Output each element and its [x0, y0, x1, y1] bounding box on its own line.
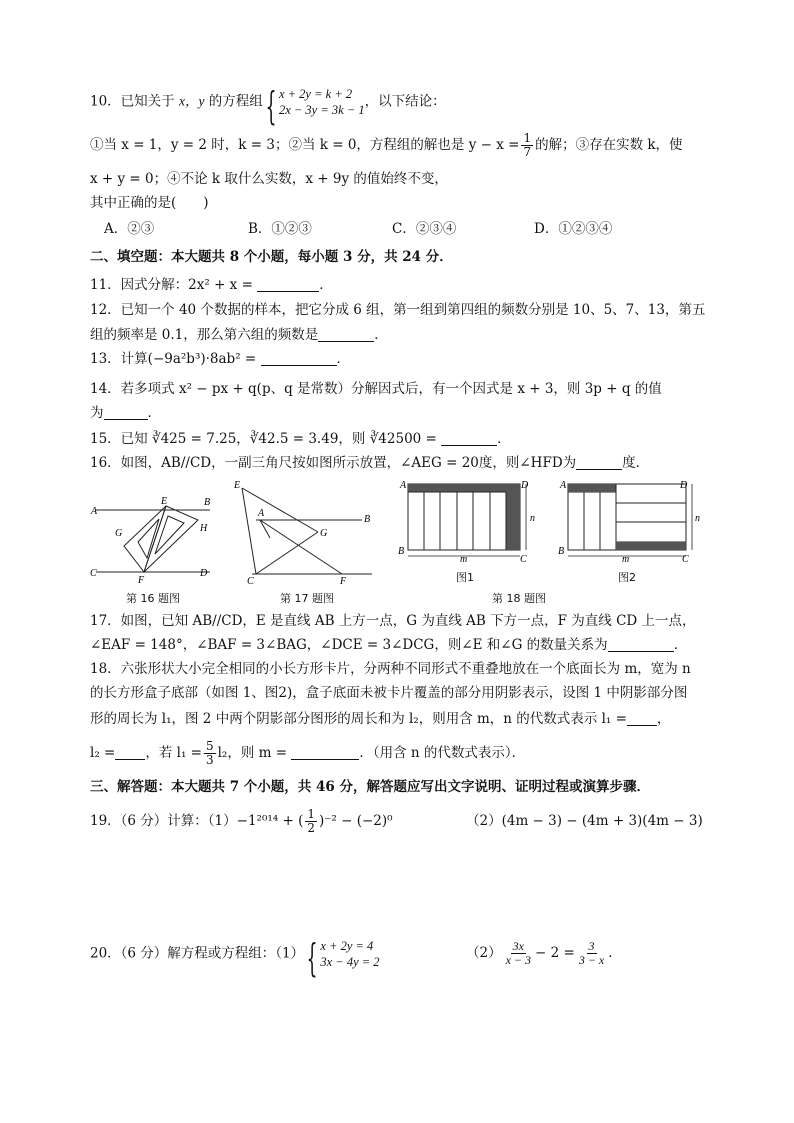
- fig18a-label-a: A: [400, 480, 407, 491]
- q14-text: 为: [90, 405, 104, 421]
- q14-answer-blank[interactable]: [104, 405, 148, 420]
- q11: 11．因式分解：2x² + x = ．: [90, 277, 333, 293]
- fig18b-label-b: B: [558, 546, 565, 557]
- fig18b-label-d: D: [680, 480, 688, 491]
- q15-text: 15．已知 ∛425 = 7.25，∛42.5 = 3.49，则 ∛42500 =: [90, 431, 437, 447]
- fig18a-shade-top: [408, 484, 520, 492]
- fig16-label-e: E: [161, 496, 168, 507]
- q12-line1: 12．已知一个 40 个数据的样本，把它分成 6 组，第一组到第四组的频数分别是 10、5、7、13，第五: [90, 302, 706, 318]
- fig18-1-caption: 图1: [456, 571, 474, 584]
- q18-line3-text: 形的周长为 l₁，图 2 中两个阴影部分图形的周长和为 l₂，则用含 m，n 的代数式表示 l₁ =: [90, 711, 627, 727]
- q10-option-b: B．①②③: [248, 221, 312, 237]
- q20-brace: {: [306, 935, 318, 980]
- fig16-label-b: B: [204, 497, 211, 508]
- fig16-caption: 第 16 题图: [126, 592, 180, 605]
- q10-lead2: 的方程组: [208, 93, 263, 110]
- fig17-label-e: E: [234, 480, 241, 491]
- fig18b-label-a: A: [560, 480, 567, 491]
- fig16-label-a: A: [91, 506, 98, 517]
- q15-answer-blank[interactable]: [441, 431, 497, 446]
- q16-text: 16．如图，AB//CD，一副三角尺按如图所示放置，∠AEG = 20度，则∠HFD为: [90, 455, 577, 471]
- q16-answer-blank[interactable]: [576, 455, 622, 470]
- q17-line2: ∠EAF = 148°，∠BAF = 3∠BAG，∠DCE = 3∠DCG，则∠E 和∠G 的数量关系为 ．: [90, 637, 688, 653]
- fig18-2-caption: 图2: [618, 571, 636, 584]
- fig17-label-b: B: [364, 514, 371, 525]
- q20-f2-den: 3 − x: [578, 953, 605, 967]
- q10-vars: x，y: [178, 93, 205, 109]
- fig18b-label-c: C: [682, 554, 689, 565]
- q18-frac-num: 5: [205, 739, 214, 753]
- q20-eq2: 3x − 4y = 2: [320, 955, 380, 969]
- q19-mid: )⁻² − (−2)⁰: [319, 813, 393, 829]
- q12-line2: 组的频率是 0.1，那么第六组的频数是 ．: [90, 327, 388, 343]
- fig16-label-g: G: [115, 528, 123, 539]
- fig16-label-d: D: [200, 568, 208, 579]
- fig18b-shade-right: [616, 542, 686, 550]
- q12-text: 组的频率是 0.1，那么第六组的频数是: [90, 327, 319, 343]
- fig18a-label-n: n: [530, 513, 535, 524]
- q10-brace: {: [265, 83, 277, 128]
- q17-answer-blank[interactable]: [608, 637, 674, 652]
- q19-part2: （2）(4m − 3) − (4m + 3)(4m − 3): [466, 813, 703, 829]
- q10-eq1: x + 2y = k + 2: [278, 87, 353, 101]
- q17-line1: 17．如图，已知 AB//CD，E 是直线 AB 上方一点，G 为直线 AB 下方一点，F 为直线 CD 上一点，: [90, 613, 696, 629]
- q20-fraction-1: [504, 940, 533, 967]
- q18-frac-den: 3: [205, 753, 214, 767]
- q13: 13．计算(−9a²b³)·8ab² = ．: [90, 351, 351, 367]
- fig18a-label-d: D: [521, 480, 529, 491]
- q10-option-a: A．②③: [104, 221, 155, 237]
- q10-option-c: C．②③④: [392, 221, 457, 237]
- q10-line1: [90, 83, 446, 128]
- q13-text: 13．计算(−9a²b³)·8ab² =: [90, 351, 257, 367]
- q13-answer-blank[interactable]: [261, 351, 337, 366]
- q18-l2-blank[interactable]: [115, 745, 145, 760]
- fig17-caption: 第 17 题图: [280, 592, 334, 605]
- q20-f1-num: 3x: [512, 939, 524, 953]
- fig18b-left-cards: [568, 492, 616, 550]
- fig16-triangle-2: [144, 506, 198, 572]
- section3-heading: 三、解答题：本大题共 7 个小题，共 46 分，解答题应写出文字说明、证明过程或演算步骤．: [90, 779, 650, 795]
- fig16-label-f: F: [138, 575, 145, 586]
- fig18a-label-m: m: [460, 554, 468, 565]
- q10-line2-a: ①当 x = 1，y = 2 时，k = 3；②当 k = 0，方程组的解也是 y − x =: [90, 137, 520, 153]
- q14-line1: 14．若多项式 x² − px + q(p、q 是常数）分解因式后，有一个因式是 x + 3，则 3p + q 的值: [90, 381, 662, 397]
- q20-f2-num: 3: [588, 939, 595, 953]
- q10-line4: 其中正确的是( ): [90, 195, 209, 211]
- q16: [90, 454, 649, 472]
- fig16-triangle-2-inner: [155, 516, 184, 554]
- q20-fraction-2: [577, 940, 606, 967]
- q20-end: ．: [608, 945, 622, 961]
- q10-system: [279, 86, 365, 118]
- q10-line3: x + y = 0；④不论 k 取什么实数，x + 9y 的值始终不变，: [90, 171, 448, 187]
- q11-text: 11．因式分解：2x² + x =: [90, 277, 253, 293]
- figure-16: [88, 476, 223, 588]
- fig18a-shade-right: [506, 484, 520, 550]
- q10-tail: ，以下结论：: [364, 93, 446, 110]
- q20-minus: − 2 =: [535, 945, 575, 961]
- q20-lead: 20．（6 分）解方程或方程组：（1）: [90, 945, 305, 962]
- q10-frac-num: 1: [523, 131, 532, 145]
- q18-l1-blank[interactable]: [627, 711, 657, 726]
- q10-fraction: [521, 132, 533, 159]
- section2-heading: 二、填空题：本大题共 8 个小题，每小题 3 分，共 24 分．: [90, 249, 453, 265]
- fig18-caption: 第 18 题图: [492, 592, 546, 605]
- fig16-label-h: H: [200, 523, 208, 534]
- q14-line2: 为 ．: [90, 405, 161, 421]
- q18-cond-text: ，若 l₁ =: [145, 745, 202, 761]
- q18-line1: 18．六张形状大小完全相同的小长方形卡片，分两种不同形式不重叠地放在一个底面长为 m，宽为 n: [90, 661, 691, 677]
- fig18b-label-m: m: [622, 554, 630, 565]
- q10-lead: 10．已知关于: [90, 93, 175, 110]
- q18-line4: [90, 740, 525, 767]
- q15: 15．已知 ∛425 = 7.25，∛42.5 = 3.49，则 ∛42500 = ．: [90, 431, 511, 447]
- fig17-label-g: G: [320, 528, 328, 539]
- figure-17: [230, 476, 380, 588]
- q19-fraction: [305, 808, 317, 835]
- q18-l2-label: l₂ =: [90, 745, 116, 761]
- q18-m-blank[interactable]: [291, 745, 359, 760]
- fig17-seg-ec: [242, 488, 256, 574]
- q20-system: [320, 938, 379, 970]
- q20-part1: [90, 935, 380, 980]
- q18-fraction: [204, 740, 216, 767]
- q11-answer-blank[interactable]: [257, 277, 319, 292]
- fig17-label-f: F: [340, 576, 347, 587]
- fig18b-right-cards: [616, 484, 686, 542]
- q18-line2: 的长方形盒子底部（如图 1、图2)，盒子底面未被卡片覆盖的部分用阴影表示，设图 1 中阴影部分图: [90, 685, 688, 701]
- q10-option-d: D．①②③④: [534, 221, 613, 237]
- q17-text: ∠EAF = 148°，∠BAF = 3∠BAG，∠DCE = 3∠DCG，则∠E 和∠G 的数量关系为: [90, 637, 608, 653]
- fig18a-label-b: B: [398, 546, 405, 557]
- q18-line3: 形的周长为 l₁，图 2 中两个阴影部分图形的周长和为 l₂，则用含 m，n 的代数式表示 l₁ = ，: [90, 711, 671, 727]
- q18-tail: ．（用含 n 的代数式表示）．: [359, 745, 526, 761]
- q19-frac-num: 1: [307, 807, 315, 821]
- q20-part2-lead: （2）: [466, 945, 502, 961]
- fig17-seg-af: [260, 520, 342, 574]
- q10-eq2: 2x − 3y = 3k − 1: [278, 103, 365, 117]
- fig16-label-c: C: [90, 568, 97, 579]
- q16-unit: 度．: [622, 455, 650, 471]
- fig18b-shade-left: [568, 484, 616, 492]
- q18-m-label: l₂，则 m =: [217, 745, 288, 761]
- fig17-label-c: C: [247, 576, 254, 587]
- fig18a-label-c: C: [520, 554, 527, 565]
- q20-f1-den: x − 3: [505, 953, 532, 967]
- q19-frac-den: 2: [307, 821, 315, 835]
- q20-part2: [466, 940, 622, 967]
- q19-lead: 19．（6 分）计算：（1）−1²⁰¹⁴ + (: [90, 813, 304, 829]
- fig18b-label-n: n: [695, 513, 700, 524]
- q12-answer-blank[interactable]: [318, 327, 374, 342]
- q10-frac-den: 7: [523, 145, 532, 159]
- q19-part1: [90, 808, 393, 835]
- q10-line2: [90, 132, 683, 159]
- fig17-seg-eg: [242, 488, 318, 532]
- q20-eq1: x + 2y = 4: [320, 939, 374, 953]
- q10-line2-b: 的解；③存在实数 k，使: [535, 137, 683, 153]
- fig17-label-a: A: [258, 508, 265, 519]
